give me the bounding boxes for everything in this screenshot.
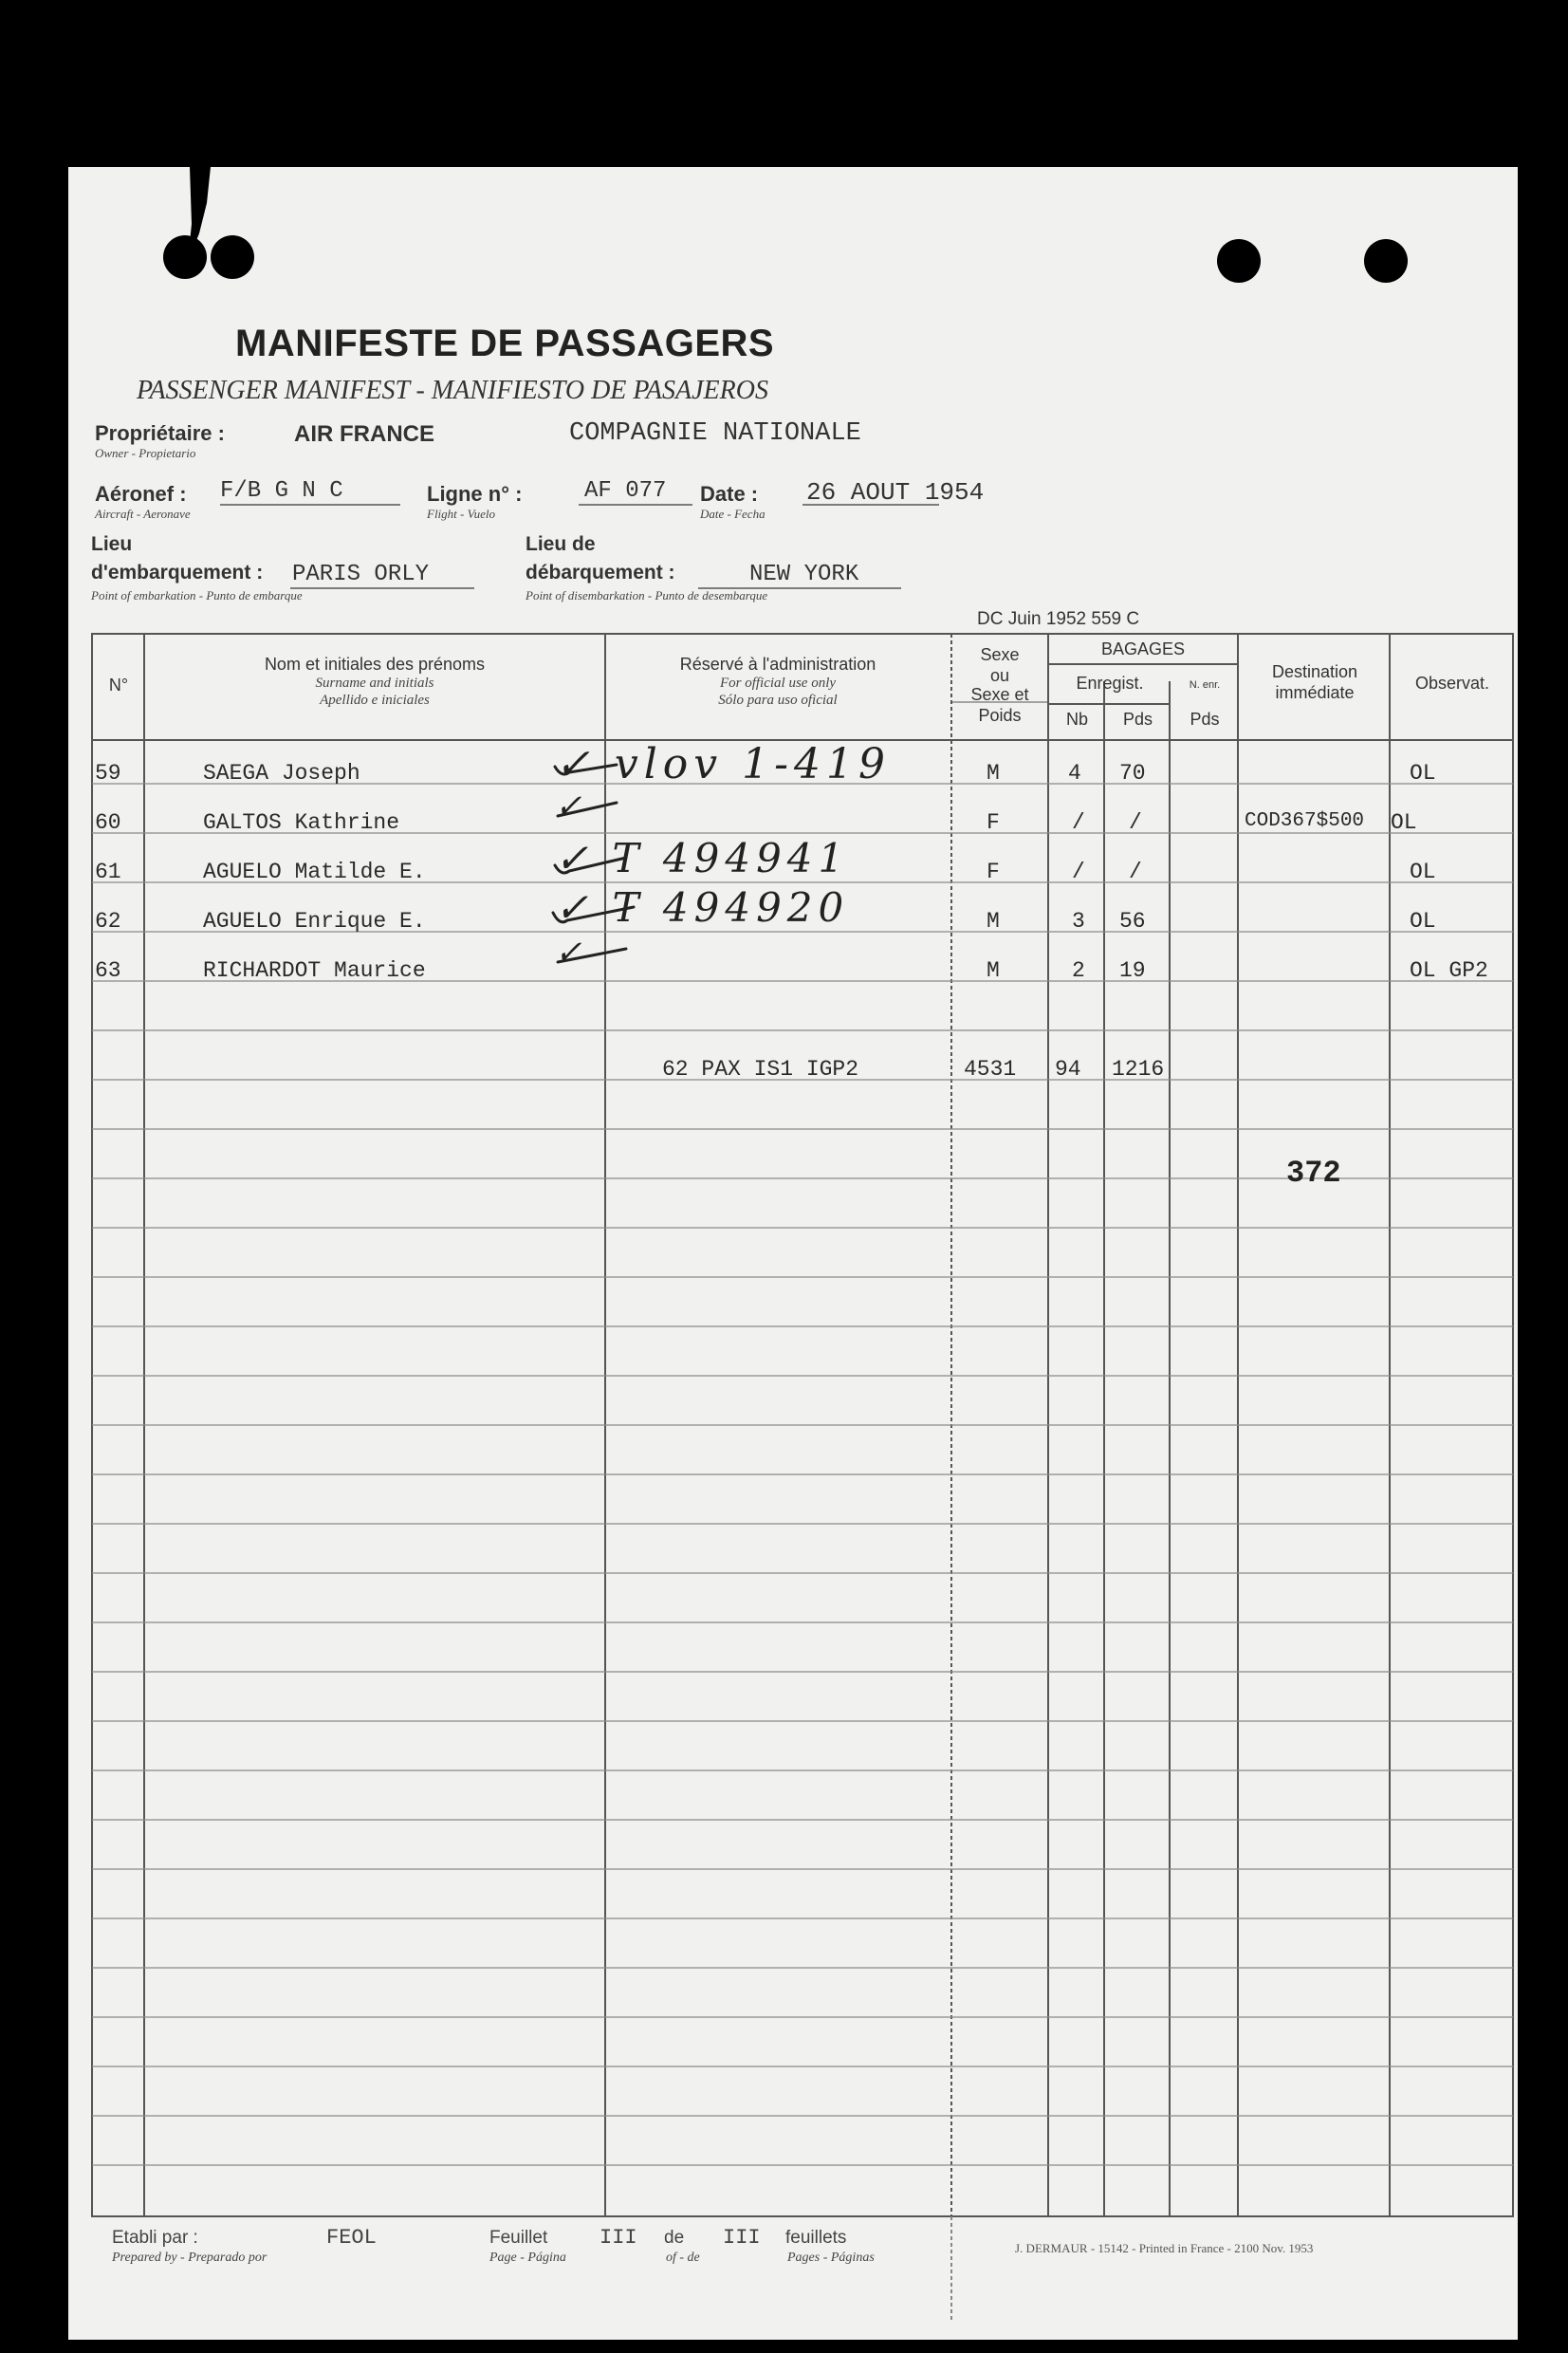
row-bag-pds: /	[1129, 860, 1142, 884]
col-non-enreg: N. enr.	[1189, 679, 1221, 691]
date-sublabel: Date - Fecha	[700, 507, 766, 521]
date-value: 26 AOUT 1954	[806, 478, 985, 507]
row-no: 63	[95, 958, 121, 983]
row-bag-pds: /	[1129, 810, 1142, 835]
totals-bag-nb: 94	[1055, 1057, 1081, 1082]
disembark-sublabel: Point of disembarkation - Punto de desembarque	[526, 588, 768, 602]
col-admin-es: Sólo para uso oficial	[718, 693, 838, 708]
flight-sublabel: Flight - Vuelo	[427, 507, 495, 521]
form-code: DC Juin 1952 559 C	[977, 609, 1140, 629]
col-destination-1: Destination	[1271, 662, 1358, 681]
row-bag-nb: /	[1072, 860, 1085, 884]
row-observation: OL	[1410, 761, 1436, 786]
row-sex: F	[987, 860, 1000, 884]
flight-value: AF 077	[584, 478, 667, 504]
row-no: 62	[95, 909, 121, 934]
col-pds: Pds	[1122, 710, 1153, 729]
of-label: de	[664, 2228, 685, 2248]
row-destination: COD367$500	[1245, 810, 1365, 832]
row-rules	[92, 784, 1513, 2165]
row-admin-handwriting: ✓	[555, 934, 588, 972]
sheet-sublabel-2: of - de	[666, 2251, 700, 2265]
sheets-label: feuillets	[785, 2228, 847, 2248]
row-sex: M	[987, 761, 1000, 786]
row-no: 61	[95, 860, 121, 884]
owner-sublabel: Owner - Propietario	[95, 446, 196, 460]
col-name: Nom et initiales des prénoms	[264, 655, 486, 674]
row-observation: OL GP2	[1410, 958, 1488, 983]
owner-label: Propriétaire :	[95, 421, 225, 445]
col-observations: Observat.	[1414, 674, 1490, 693]
embark-label-1: Lieu	[91, 533, 133, 555]
row-bag-nb: 3	[1072, 909, 1085, 934]
row-name: GALTOS Kathrine	[203, 810, 400, 835]
disembark-label-2: débarquement :	[526, 562, 675, 584]
row-bag-nb: 4	[1068, 761, 1081, 786]
prepared-value: FEOL	[326, 2226, 377, 2250]
col-sex-4: Poids	[978, 706, 1022, 725]
col-pds-2: Pds	[1190, 710, 1220, 729]
row-name: AGUELO Matilde E.	[203, 860, 426, 884]
stamp-number: 372	[1286, 1156, 1341, 1191]
sheet-label: Feuillet	[489, 2228, 548, 2248]
row-name: RICHARDOT Maurice	[203, 958, 426, 983]
totals-sex: 4531	[964, 1057, 1017, 1082]
row-admin-handwriting: ✓ vlov 1-419	[555, 740, 891, 788]
prepared-sublabel: Prepared by - Preparado por	[112, 2251, 267, 2265]
row-no: 59	[95, 761, 121, 786]
col-sex-3: Sexe et	[970, 685, 1029, 704]
col-sex-2: ou	[989, 666, 1010, 685]
disembark-value: NEW YORK	[749, 562, 859, 587]
embark-label-2: d'embarquement :	[91, 562, 264, 584]
totals-label: 62 PAX IS1 IGP2	[662, 1057, 859, 1082]
embark-sublabel: Point of embarkation - Punto de embarque	[91, 588, 303, 602]
row-sex: F	[987, 810, 1000, 835]
col-bagages: BAGAGES	[1100, 639, 1186, 658]
page-title: MANIFESTE DE PASSAGERS	[235, 323, 775, 364]
col-admin: Réservé à l'administration	[679, 655, 876, 674]
row-bag-nb: /	[1072, 810, 1085, 835]
sheet-value: III	[600, 2226, 637, 2250]
row-bag-pds: 19	[1119, 958, 1146, 983]
col-nb: Nb	[1065, 710, 1088, 729]
row-admin-handwriting: ✓ T 494920	[555, 884, 850, 931]
aircraft-label: Aéronef :	[95, 482, 187, 506]
row-bag-pds: 56	[1119, 909, 1146, 934]
row-bag-pds: 70	[1119, 761, 1146, 786]
of-value: III	[723, 2226, 761, 2250]
row-observation: OL	[1410, 909, 1436, 934]
col-admin-en: For official use only	[719, 676, 837, 691]
aircraft-sublabel: Aircraft - Aeronave	[95, 507, 191, 521]
totals-bag-pds: 1216	[1112, 1057, 1165, 1082]
sheet-sublabel-1: Page - Página	[489, 2251, 566, 2265]
disembark-label-1: Lieu de	[526, 533, 596, 555]
row-admin-handwriting: ✓	[555, 787, 588, 825]
col-destination-2: immédiate	[1275, 683, 1355, 702]
prepared-label: Etabli par :	[112, 2228, 198, 2248]
row-no: 60	[95, 810, 121, 835]
row-name: SAEGA Joseph	[203, 761, 360, 786]
row-observation: OL	[1391, 810, 1417, 835]
owner-value: AIR FRANCE	[294, 421, 434, 447]
row-sex: M	[987, 909, 1000, 934]
date-label: Date :	[700, 482, 759, 506]
col-name-es: Apellido e iniciales	[320, 693, 430, 708]
embark-value: PARIS ORLY	[292, 562, 430, 587]
row-bag-nb: 2	[1072, 958, 1085, 983]
owner-value-2: COMPAGNIE NATIONALE	[569, 419, 861, 448]
flight-label: Ligne n° :	[427, 482, 523, 506]
sheet-sublabel-3: Pages - Páginas	[787, 2251, 875, 2265]
aircraft-value: F/B G N C	[220, 478, 343, 504]
page-subtitle: PASSENGER MANIFEST - MANIFIESTO DE PASAJEROS	[137, 376, 768, 405]
col-sex-1: Sexe	[980, 645, 1020, 664]
printer-credit: J. DERMAUR - 15142 - Printed in France - 2100 Nov. 1953	[1015, 2241, 1314, 2255]
col-enregist: Enregist.	[1076, 674, 1144, 693]
row-sex: M	[987, 958, 1000, 983]
row-name: AGUELO Enrique E.	[203, 909, 426, 934]
col-no: N°	[108, 676, 129, 695]
row-admin-handwriting: ✓ T 494941	[555, 835, 850, 881]
row-observation: OL	[1410, 860, 1436, 884]
col-name-en: Surname and initials	[315, 676, 434, 691]
